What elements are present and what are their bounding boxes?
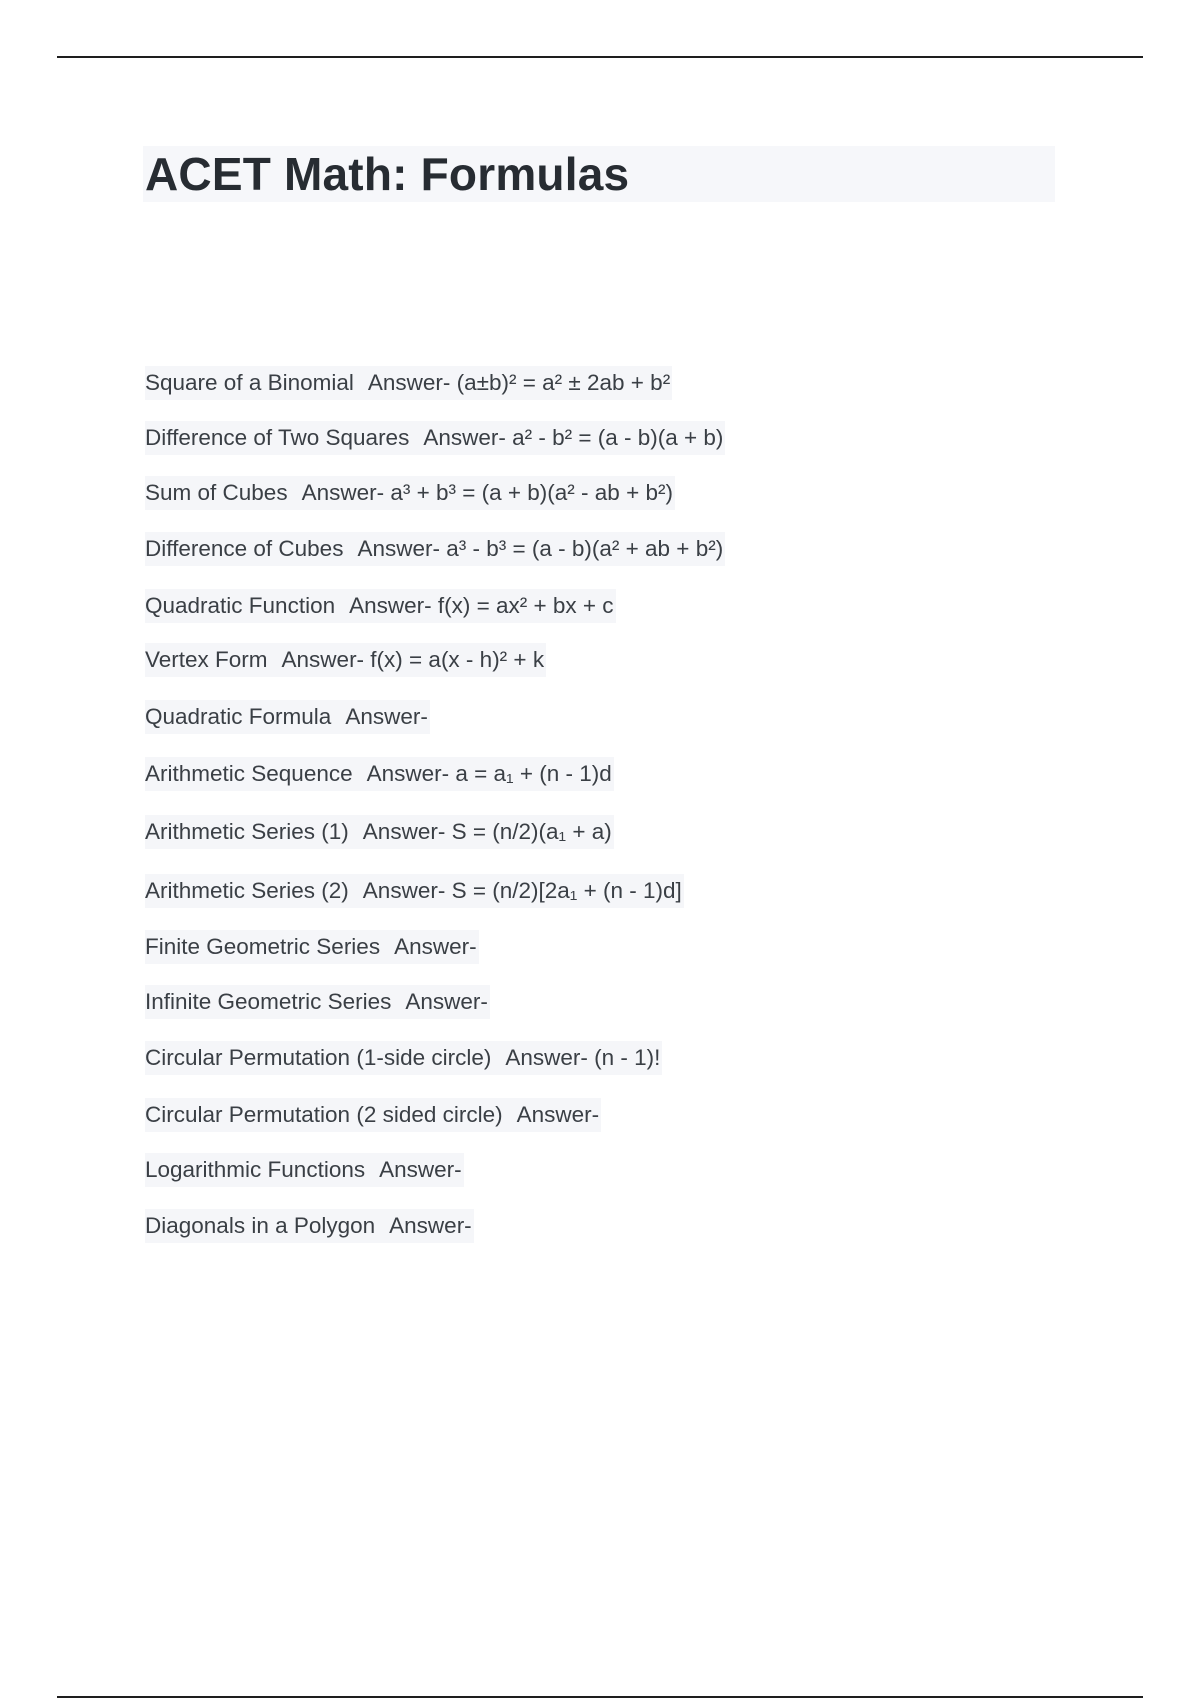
list-item xyxy=(145,643,546,677)
list-item xyxy=(145,1041,662,1075)
page-title: ACET Math: Formulas xyxy=(145,148,630,200)
item-answer: Answer- f(x) = ax² + bx + c xyxy=(349,593,614,618)
item-term: Difference of Two Squares xyxy=(145,425,410,450)
item-answer: Answer- (n - 1)! xyxy=(505,1045,661,1070)
list-item xyxy=(145,930,479,964)
item-answer: Answer- xyxy=(405,989,488,1014)
item-answer: Answer- S = (n/2)[2a₁ + (n - 1)d] xyxy=(362,878,682,903)
list-item xyxy=(145,874,684,908)
item-answer: Answer- f(x) = a(x - h)² + k xyxy=(281,647,545,672)
list-item xyxy=(145,1209,474,1243)
item-term: Circular Permutation (2 sided circle) xyxy=(145,1102,503,1127)
list-item xyxy=(145,815,614,849)
list-item xyxy=(145,532,725,566)
list-item xyxy=(145,700,430,734)
list-item xyxy=(145,1098,601,1132)
item-answer: Answer- xyxy=(394,934,477,959)
footer-rule xyxy=(57,1696,1143,1698)
item-term: Square of a Binomial xyxy=(145,370,354,395)
list-item xyxy=(145,421,725,455)
item-answer: Answer- xyxy=(379,1157,462,1182)
list-item xyxy=(145,757,614,791)
item-answer: Answer- a = a₁ + (n - 1)d xyxy=(366,761,612,786)
item-term: Vertex Form xyxy=(145,647,268,672)
item-term: Arithmetic Sequence xyxy=(145,761,353,786)
item-answer: Answer- a² - b² = (a - b)(a + b) xyxy=(423,425,724,450)
item-term: Arithmetic Series (2) xyxy=(145,878,349,903)
list-item xyxy=(145,366,672,400)
list-item xyxy=(145,985,490,1019)
item-term: Finite Geometric Series xyxy=(145,934,381,959)
item-term: Quadratic Formula xyxy=(145,704,332,729)
item-answer: Answer- a³ - b³ = (a - b)(a² + ab + b²) xyxy=(357,536,724,561)
item-answer: Answer- xyxy=(516,1102,600,1127)
item-term: Circular Permutation (1-side circle) xyxy=(145,1045,492,1070)
item-term: Arithmetic Series (1) xyxy=(145,819,349,844)
item-answer: Answer- S = (n/2)(a₁ + a) xyxy=(362,819,612,844)
list-item xyxy=(145,476,675,510)
item-term: Logarithmic Functions xyxy=(145,1157,366,1182)
list-item xyxy=(145,589,616,623)
item-term: Quadratic Function xyxy=(145,593,336,618)
list-item xyxy=(145,1153,464,1187)
item-answer: Answer- (a±b)² = a² ± 2ab + b² xyxy=(367,370,671,395)
item-term: Infinite Geometric Series xyxy=(145,989,392,1014)
item-term: Sum of Cubes xyxy=(145,480,288,505)
item-answer: Answer- xyxy=(345,704,428,729)
item-term: Diagonals in a Polygon xyxy=(145,1213,376,1238)
title-block xyxy=(143,146,1055,202)
item-term: Difference of Cubes xyxy=(145,536,344,561)
item-answer: Answer- xyxy=(389,1213,472,1238)
header-rule xyxy=(57,56,1143,58)
item-answer: Answer- a³ + b³ = (a + b)(a² - ab + b²) xyxy=(301,480,673,505)
